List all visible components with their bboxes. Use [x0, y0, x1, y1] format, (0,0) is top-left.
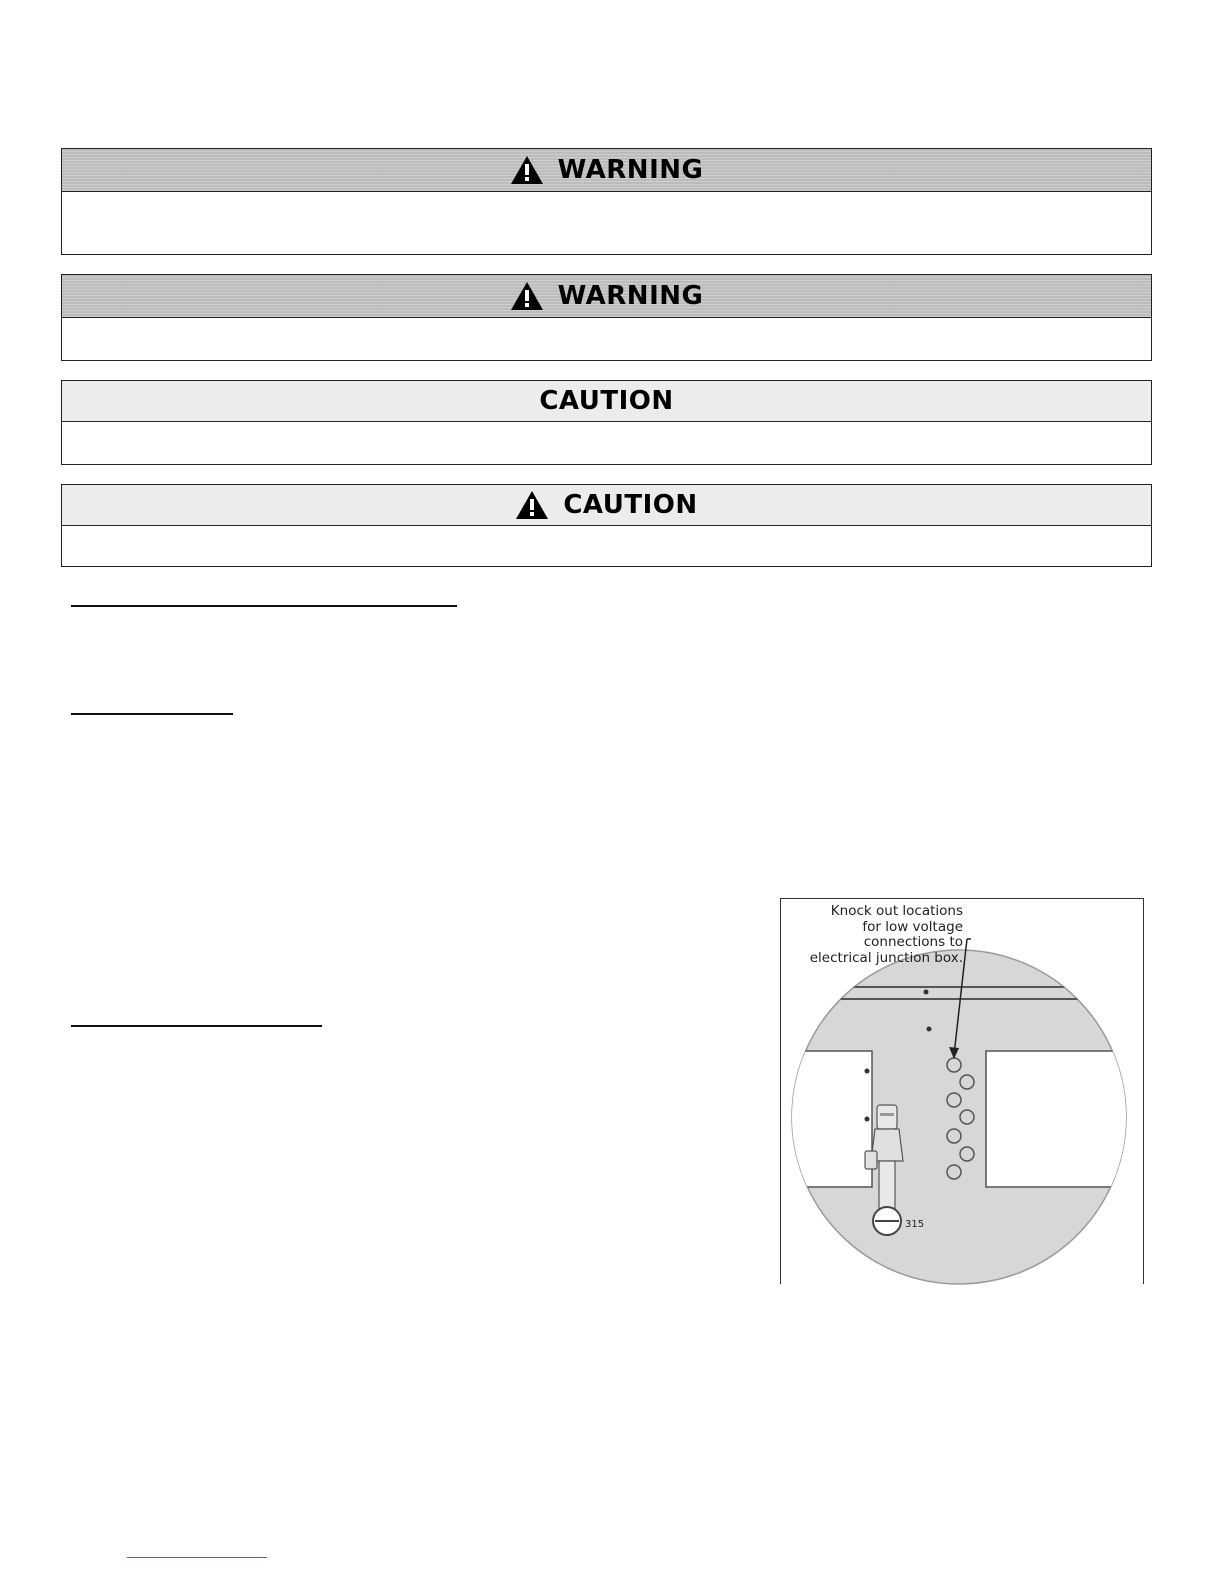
footer-link-underline[interactable]: [127, 1557, 267, 1558]
caution-label-1: CAUTION: [539, 386, 674, 416]
section-heading-underline-3: [71, 1025, 322, 1027]
warning-label-1: WARNING: [557, 155, 704, 185]
valve-label: 315: [905, 1219, 925, 1230]
warning-label-2: WARNING: [557, 281, 704, 311]
caution-header-1: [62, 381, 1151, 422]
warning-body-1: [62, 192, 1151, 254]
warning-box-2: [61, 274, 1152, 361]
callout-line-3: connections to: [863, 934, 963, 950]
caution-body-2: [62, 526, 1151, 566]
caution-label-2: CAUTION: [563, 490, 698, 520]
section-heading-underline-1: [71, 605, 457, 607]
warning-triangle-icon: [510, 155, 544, 185]
callout-line-1: Knock out locations: [830, 903, 963, 919]
warning-box-1: [61, 148, 1152, 255]
callout-line-2: for low voltage: [862, 918, 963, 935]
warning-header-2: [62, 275, 1151, 318]
knockout-callout: [810, 904, 963, 966]
warning-header-1: [62, 149, 1151, 192]
caution-header-2: [62, 485, 1151, 526]
warning-triangle-icon: [510, 281, 544, 311]
caution-body-1: [62, 422, 1151, 464]
callout-line-4: electrical junction box.: [809, 949, 963, 966]
warning-triangle-icon: [515, 490, 549, 520]
warning-body-2: [62, 318, 1151, 360]
knockout-figure: [780, 898, 1144, 1284]
caution-box-1: [61, 380, 1152, 465]
section-heading-underline-2: [71, 713, 233, 715]
caution-box-2: [61, 484, 1152, 567]
